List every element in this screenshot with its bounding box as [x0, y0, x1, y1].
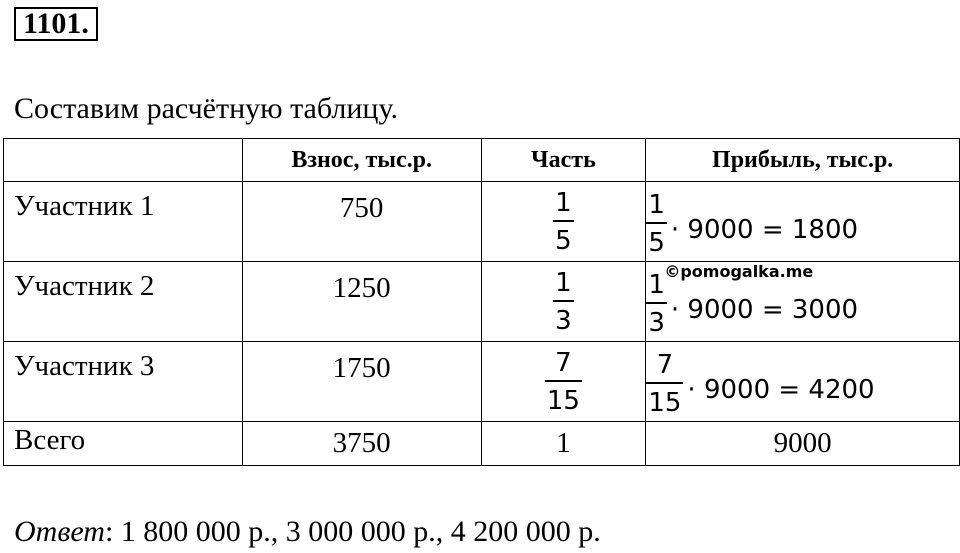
- intro-text: Составим расчётную таблицу.: [14, 92, 398, 125]
- table-row: [4, 262, 960, 342]
- fraction-numerator: 1: [555, 268, 572, 298]
- total-contribution: 3750: [242, 422, 481, 466]
- contribution-cell: 750: [242, 182, 481, 262]
- answer-label: Ответ: [14, 515, 105, 548]
- fraction-denominator: 15: [545, 380, 582, 414]
- profit-expression: · 9000 = 4200: [687, 375, 875, 405]
- table-row: [4, 182, 960, 262]
- header-part: Часть: [481, 139, 646, 182]
- part-cell: [481, 262, 646, 342]
- header-empty: [4, 139, 243, 182]
- part-cell: [481, 182, 646, 262]
- total-part: 1: [481, 422, 646, 466]
- fraction-denominator: 15: [646, 382, 683, 416]
- participant-name: Участник 1: [4, 182, 243, 262]
- table-header-row: [4, 139, 960, 182]
- problem-number: 1101.: [14, 7, 98, 41]
- part-cell: [481, 342, 646, 422]
- profit-cell: [646, 182, 960, 262]
- part-fraction: [553, 269, 574, 334]
- answer-text: : 1 800 000 р., 3 000 000 р., 4 200 000 р.: [104, 515, 601, 548]
- total-label: Всего: [4, 422, 243, 466]
- answer-line: [14, 515, 601, 549]
- profit-cell: [646, 342, 960, 422]
- fraction-numerator: 7: [555, 348, 572, 378]
- participant-name: Участник 3: [4, 342, 243, 422]
- part-fraction: [553, 189, 574, 254]
- profit-expression: · 9000 = 1800: [670, 215, 859, 245]
- contribution-cell: 1750: [242, 342, 481, 422]
- header-contribution: Взнос, тыс.р.: [242, 139, 481, 182]
- profit-expression: · 9000 = 3000: [670, 295, 859, 325]
- fraction-numerator: 1: [648, 269, 665, 300]
- participant-name: Участник 2: [4, 262, 243, 342]
- fraction-numerator: 7: [656, 349, 674, 380]
- profit-fraction: [646, 351, 683, 416]
- header-profit: Прибыль, тыс.р.: [646, 139, 960, 182]
- fraction-denominator: 5: [553, 220, 574, 254]
- calculation-table: [3, 138, 960, 466]
- table-row: [4, 342, 960, 422]
- fraction-denominator: 3: [553, 300, 574, 334]
- profit-fraction: [646, 191, 667, 256]
- fraction-denominator: 5: [646, 222, 667, 256]
- profit-cell: [646, 262, 960, 342]
- fraction-numerator: 1: [648, 189, 665, 220]
- part-fraction: [545, 349, 582, 414]
- watermark: ©pomogalka.me: [664, 262, 814, 281]
- total-profit: 9000: [646, 422, 960, 466]
- fraction-denominator: 3: [646, 302, 667, 336]
- fraction-numerator: 1: [555, 188, 572, 218]
- table-row-total: [4, 422, 960, 466]
- contribution-cell: 1250: [242, 262, 481, 342]
